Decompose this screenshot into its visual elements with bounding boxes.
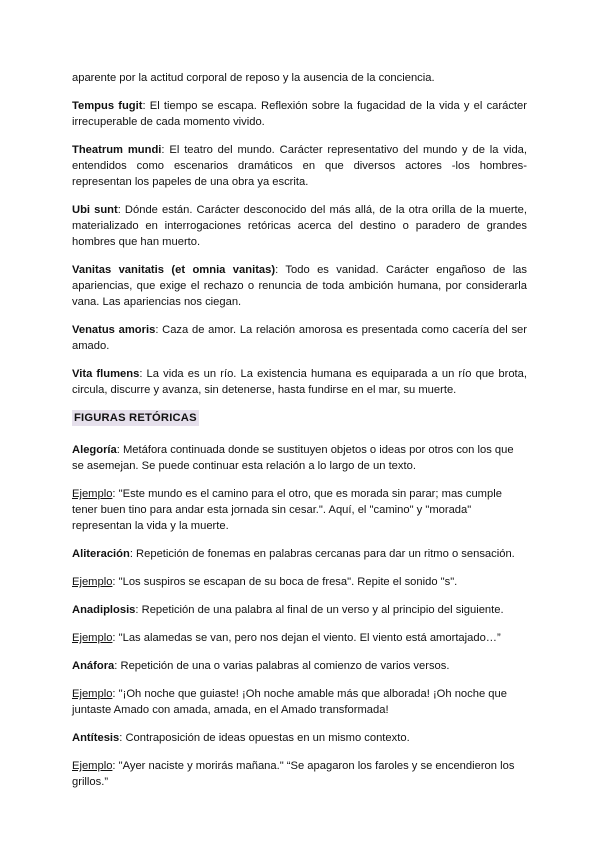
figure-colon: :	[116, 444, 120, 456]
figure-colon: :	[129, 548, 133, 560]
example-text: : "Los suspiros se escapan de su boca de fresa". Repite el sonido "s".	[112, 576, 458, 588]
topic-colon: :	[155, 324, 159, 336]
page-content	[72, 70, 527, 802]
example-text: : "Este mundo es el camino para el otro, que es morada sin parar; mas cumple tener buen tino para andar esta jornada sin cesar.". Aquí, el "camino" y "morada" representan la vida y la muerte.	[72, 488, 502, 532]
figure-term: Alegoría	[72, 444, 117, 456]
topic-text: Todo es vanidad. Carácter engañoso de las apariencias, que exige el rechazo o renuncia de toda ambición humana, por considerarla vana. Las apariencias nos ciegan.	[72, 264, 527, 308]
section-heading: FIGURAS RETÓRICAS	[74, 412, 197, 424]
example-label: Ejemplo	[72, 576, 113, 588]
topic-term: Vita flumens	[72, 368, 140, 380]
topic-vanitas	[72, 262, 527, 310]
example-antitesis	[72, 758, 527, 790]
example-text: : "¡Oh noche que guiaste! ¡Oh noche amable más que alborada! ¡Oh noche que juntaste Amado con amada, amada, en el Amado transformada!	[72, 688, 507, 716]
figure-colon: :	[135, 604, 139, 616]
figure-term: Anadiplosis	[72, 604, 136, 616]
topic-text: Dónde están. Carácter desconocido del más allá, de la otra orilla de la muerte, materializado en interrogaciones retóricas acerca del destino o paradero de grandes hombres que han muerto.	[72, 204, 527, 248]
section-heading-wrap	[72, 410, 527, 436]
example-label: Ejemplo	[72, 760, 113, 772]
example-text: : "Ayer naciste y morirás mañana." “Se apagaron los faroles y se encendieron los grillos.”	[72, 760, 515, 788]
topic-theatrum-mundi	[72, 142, 527, 190]
figure-alegoria	[72, 442, 527, 474]
topic-vita-flumens	[72, 366, 527, 398]
topic-text: La vida es un río. La existencia humana es equiparada a un río que brota, circula, discurre y avanza, sin detenerse, hasta fundirse en el mar, su muerte.	[72, 368, 527, 396]
figure-colon: :	[119, 732, 123, 744]
figure-anafora	[72, 658, 527, 674]
example-anafora	[72, 686, 527, 718]
topic-colon: :	[142, 100, 146, 112]
topic-term: Theatrum mundi	[72, 144, 162, 156]
figure-term: Aliteración	[72, 548, 130, 560]
figure-term: Anáfora	[72, 660, 115, 672]
intro-line: aparente por la actitud corporal de reposo y la ausencia de la conciencia.	[72, 72, 435, 84]
topic-colon: :	[275, 264, 279, 276]
topic-tempus-fugit	[72, 98, 527, 130]
example-text: : "Las alamedas se van, pero nos dejan el viento. El viento está amortajado…”	[112, 632, 501, 644]
topic-term: Venatus amoris	[72, 324, 156, 336]
figure-term: Antítesis	[72, 732, 120, 744]
topic-text: El tiempo se escapa. Reflexión sobre la fugacidad de la vida y el carácter irrecuperable de cada momento vivido.	[72, 100, 527, 128]
figure-text: Repetición de fonemas en palabras cercanas para dar un ritmo o sensación.	[132, 548, 515, 560]
figure-aliteracion	[72, 546, 527, 562]
example-label: Ejemplo	[72, 632, 113, 644]
topic-colon: :	[117, 204, 121, 216]
topic-text: Caza de amor. La relación amorosa es presentada como cacería del ser amado.	[72, 324, 527, 352]
topic-term: Vanitas vanitatis (et omnia vanitas)	[72, 264, 276, 276]
figure-antitesis	[72, 730, 527, 746]
topic-text: El teatro del mundo. Carácter representativo del mundo y de la vida, entendidos como escenarios dramáticos en que diversos actores -los hombres- representan los papeles de una obra ya escrita.	[72, 144, 528, 188]
topic-venatus-amoris	[72, 322, 527, 354]
topic-colon: :	[161, 144, 165, 156]
topic-colon: :	[139, 368, 143, 380]
figure-text: Metáfora continuada donde se sustituyen objetos o ideas por otros con los que se asemejan. Se puede continuar esta relación a lo largo de un texto.	[72, 444, 514, 472]
example-label: Ejemplo	[72, 688, 113, 700]
topic-ubi-sunt	[72, 202, 527, 250]
figure-text: Repetición de una o varias palabras al comienzo de varios versos.	[117, 660, 450, 672]
example-label: Ejemplo	[72, 488, 113, 500]
figure-anadiplosis	[72, 602, 527, 618]
figure-text: Contraposición de ideas opuestas en un mismo contexto.	[122, 732, 410, 744]
topic-term: Tempus fugit	[72, 100, 143, 112]
topic-term: Ubi sunt	[72, 204, 118, 216]
example-alegoria	[72, 486, 527, 534]
figure-text: Repetición de una palabra al final de un verso y al principio del siguiente.	[138, 604, 504, 616]
example-anadiplosis	[72, 630, 527, 646]
figure-colon: :	[114, 660, 118, 672]
example-aliteracion	[72, 574, 527, 590]
